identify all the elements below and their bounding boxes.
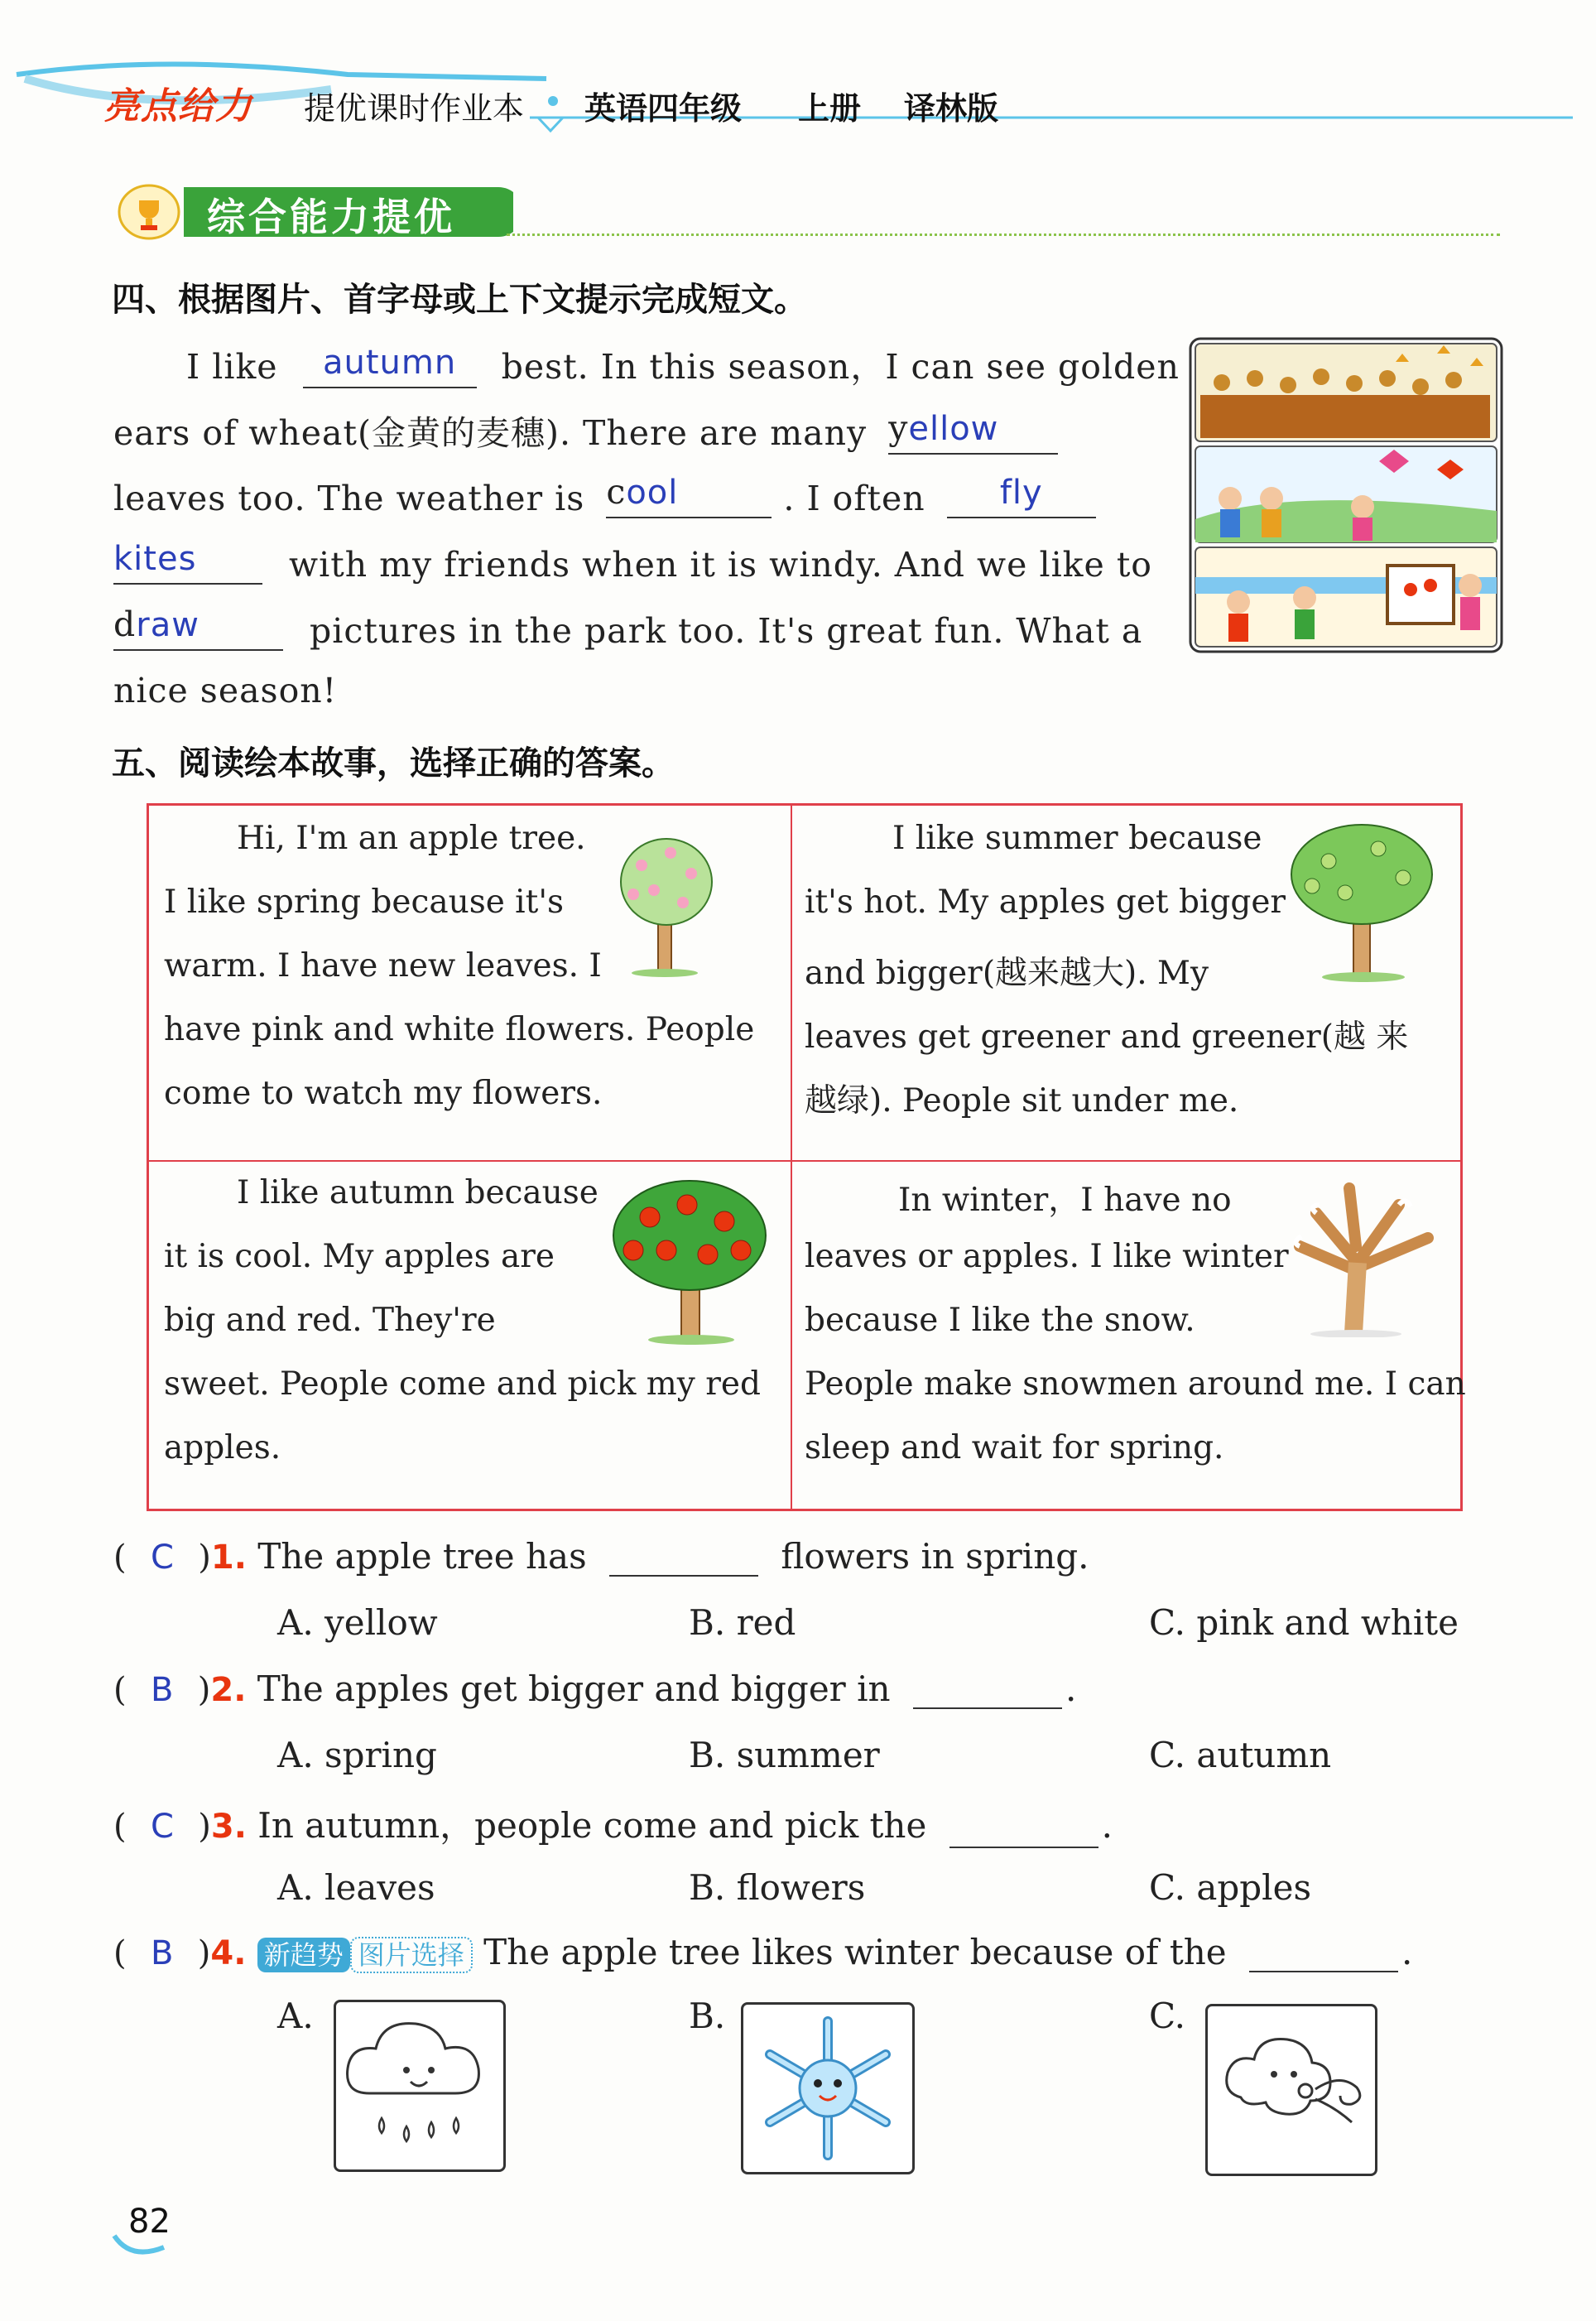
answer-letter[interactable]: C (150, 1539, 174, 1577)
text: . I often (783, 479, 925, 518)
spring-tree-illustration (613, 832, 720, 977)
picture-choice-badge: 图片选择 (350, 1937, 473, 1973)
winter-line-1: In winter，I have no (898, 1182, 1232, 1219)
q4-option-a-label[interactable]: A. (277, 1996, 314, 2036)
winter-line-4: People make snowmen around me. I can (805, 1365, 1466, 1403)
q4-option-c-image[interactable] (1205, 2004, 1377, 2176)
paren: ( (113, 1671, 127, 1709)
spring-line-2: I like spring because it's (164, 884, 565, 921)
q2-option-b[interactable]: B. summer (689, 1735, 880, 1775)
q1-option-c[interactable]: C. pink and white (1149, 1602, 1459, 1643)
q4-line-6: nice season! (113, 671, 338, 710)
summer-tree-illustration (1287, 820, 1436, 985)
blank-3[interactable] (606, 472, 772, 518)
paren: ( (113, 1539, 127, 1577)
volume: 上册 (798, 90, 862, 127)
winter-line-2: leaves or apples. I like winter (805, 1238, 1289, 1275)
answer-letter[interactable]: B (150, 1934, 174, 1972)
question-text: The apples get bigger and bigger in (257, 1669, 891, 1709)
winter-tree-illustration (1283, 1180, 1440, 1337)
text: ears of wheat(金黄的麦穗). There are many (113, 413, 868, 453)
paren: ) (197, 1671, 211, 1709)
autumn-line-2: it is cool. My apples are (164, 1238, 555, 1275)
answer-blank (913, 1674, 1062, 1709)
summer-line-5: 越绿). People sit under me. (805, 1082, 1239, 1120)
question-2 (113, 1669, 1076, 1709)
rain-cloud-icon (336, 2002, 503, 2169)
q3-option-b[interactable]: B. flowers (689, 1867, 866, 1908)
q1-option-b[interactable]: B. red (689, 1602, 796, 1643)
text: I like (186, 347, 278, 387)
autumn-scene-illustration (1189, 337, 1503, 653)
section-title: 综合能力提优 (207, 195, 455, 239)
q4-line-3 (113, 472, 1096, 518)
q4-option-c-label[interactable]: C. (1149, 1996, 1185, 2036)
blank-6[interactable] (113, 604, 283, 651)
answer-blank (1249, 1938, 1398, 1972)
section-divider (507, 234, 1500, 236)
question-tail: . (1101, 1805, 1113, 1846)
summer-line-2: it's hot. My apples get bigger (805, 884, 1286, 921)
text: with my friends when it is windy. And we like to (289, 545, 1152, 585)
first-letter: d (113, 604, 137, 644)
blank-5[interactable] (113, 538, 262, 585)
q4-heading: 四、根据图片、首字母或上下文提示完成短文。 (112, 281, 807, 319)
paren: ) (197, 1934, 211, 1972)
q4-line-2 (113, 406, 1058, 455)
answer-fly: fly (999, 474, 1043, 512)
spring-line-5: come to watch my flowers. (164, 1075, 603, 1112)
first-letter: c (606, 472, 627, 512)
question-number: 2. (210, 1671, 247, 1709)
spring-line-4: have pink and white flowers. People (164, 1011, 755, 1048)
spring-line-3: warm. I have new leaves. I (164, 947, 602, 985)
blank-2[interactable] (888, 408, 1058, 455)
spring-line-1: Hi, I'm an apple tree. (237, 820, 586, 857)
q4-option-b-label[interactable]: B. (689, 1996, 726, 2036)
question-3 (113, 1799, 1113, 1848)
winter-line-3: because I like the snow. (805, 1302, 1195, 1339)
question-tail: . (1401, 1932, 1413, 1972)
brand-logo: 亮点给力 (103, 85, 252, 128)
q2-option-c[interactable]: C. autumn (1149, 1735, 1332, 1775)
question-text: In autumn，people come and pick the (257, 1805, 927, 1846)
summer-line-3: and bigger(越来越大). My (805, 955, 1209, 992)
question-number: 1. (210, 1539, 247, 1577)
q3-option-c[interactable]: C. apples (1149, 1867, 1311, 1908)
q5-heading: 五、阅读绘本故事，选择正确的答案。 (112, 744, 675, 782)
answer-blank (949, 1813, 1098, 1848)
answer-cool: ool (626, 474, 679, 512)
series-name: 提优课时作业本 (304, 90, 525, 127)
paren: ) (198, 1808, 211, 1846)
question-number: 3. (210, 1808, 247, 1846)
snowflake-icon (743, 2005, 912, 2172)
new-trend-badge: 新趋势 (257, 1938, 350, 1972)
q2-option-a[interactable]: A. spring (277, 1735, 437, 1775)
q3-option-a[interactable]: A. leaves (277, 1867, 435, 1908)
question-1 (113, 1536, 1089, 1577)
page-number: 82 (128, 2203, 171, 2241)
answer-yellow: ellow (908, 410, 999, 448)
question-text: The apple tree likes winter because of the (483, 1932, 1227, 1972)
paren: ( (113, 1808, 127, 1846)
answer-letter[interactable]: B (150, 1671, 174, 1709)
answer-blank (609, 1542, 758, 1577)
text: best. In this season，I can see golden (501, 347, 1180, 387)
question-tail: . (1065, 1669, 1077, 1709)
wind-icon (1208, 2006, 1375, 2174)
winter-line-5: sleep and wait for spring. (805, 1429, 1224, 1466)
summer-line-1: I like summer because (892, 820, 1262, 857)
edition: 译林版 (904, 90, 999, 127)
text: pictures in the park too. It's great fun. What a (310, 611, 1143, 651)
paren: ( (113, 1934, 127, 1972)
autumn-line-4: sweet. People come and pick my red (164, 1365, 761, 1403)
answer-autumn: autumn (323, 344, 457, 382)
answer-draw: raw (136, 606, 200, 644)
question-text: The apple tree has (257, 1536, 587, 1577)
blank-4[interactable] (947, 472, 1096, 518)
q4-option-b-image[interactable] (741, 2002, 915, 2174)
paren: ) (198, 1539, 211, 1577)
first-letter: y (888, 408, 909, 448)
question-number: 4. (210, 1934, 247, 1972)
autumn-line-5: apples. (164, 1429, 281, 1466)
answer-letter[interactable]: C (150, 1808, 174, 1846)
text: leaves too. The weather is (113, 479, 585, 518)
subject-grade: 英语四年级 (584, 90, 743, 127)
q4-line-1 (186, 339, 1180, 388)
q4-line-4 (113, 538, 1152, 585)
question-4 (113, 1932, 1412, 1972)
autumn-line-3: big and red. They're (164, 1302, 496, 1339)
autumn-tree-illustration (608, 1176, 770, 1346)
grid-divider-horizontal (149, 1160, 1460, 1162)
question-tail: flowers in spring. (781, 1536, 1089, 1577)
summer-line-4: leaves get greener and greener(越 来 (805, 1018, 1409, 1056)
q1-option-a[interactable]: A. yellow (277, 1602, 438, 1643)
autumn-line-1: I like autumn because (237, 1174, 598, 1211)
q4-line-5 (113, 604, 1142, 651)
answer-kites: kites (113, 540, 197, 578)
q4-option-a-image[interactable] (334, 2000, 506, 2172)
blank-1[interactable] (303, 342, 477, 388)
grid-divider-vertical (791, 806, 792, 1509)
